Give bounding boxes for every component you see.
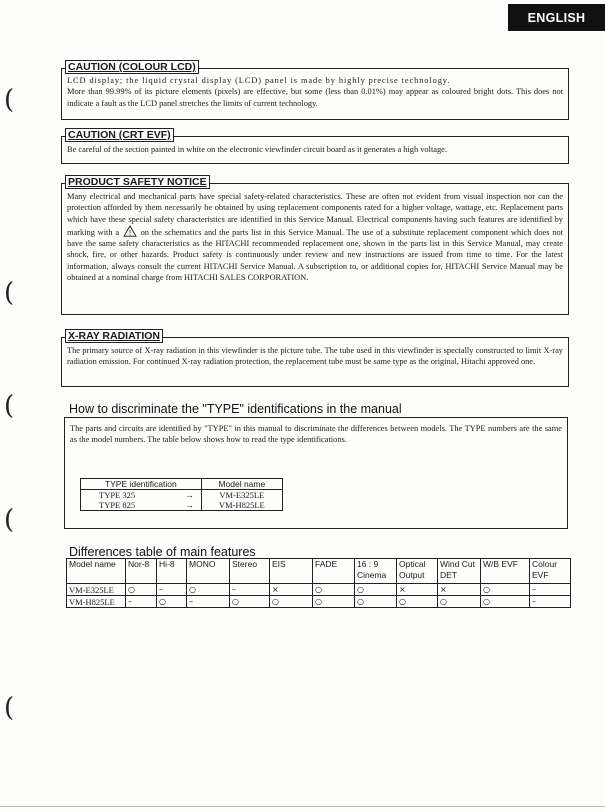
feature-cell: – <box>187 596 230 608</box>
features-title: Differences table of main features <box>69 545 256 559</box>
arrow-cell: → <box>179 490 202 501</box>
features-header: Nor-8 <box>126 559 157 584</box>
type-section-box <box>64 417 568 529</box>
feature-cell: ○ <box>230 596 270 608</box>
binder-hole-icon: ( <box>4 278 15 308</box>
binder-hole-icon: ( <box>4 693 15 723</box>
safety-notice-text <box>62 183 568 287</box>
feature-cell: × <box>438 584 481 596</box>
svg-text:!: ! <box>128 228 132 237</box>
feature-cell: – <box>530 596 571 608</box>
feature-cell: – <box>230 584 270 596</box>
features-header: EIS <box>270 559 313 584</box>
arrow-cell: → <box>179 500 202 511</box>
model-cell: VM-H825LE <box>201 500 282 511</box>
feature-cell: ○ <box>126 584 157 596</box>
language-tab: ENGLISH <box>508 4 605 31</box>
features-header: Stereo <box>230 559 270 584</box>
xray-text: The primary source of X-ray radiation in this viewfinder is the picture tube. The tube used in this viewfinder is specially constructed to limit X-ray radiation emission. For continued X-ray radiation protection, the replacement tube must be same type as the original, Hitachi approved one. <box>67 346 563 367</box>
features-header: Colour EVF <box>530 559 571 584</box>
features-header: MONO <box>187 559 230 584</box>
safety-notice-box <box>61 176 569 315</box>
table-row <box>67 596 571 608</box>
feature-cell: × <box>397 584 438 596</box>
binder-hole-icon: ( <box>4 391 15 421</box>
feature-cell: ○ <box>313 584 355 596</box>
type-section-text: The parts and circuits are identified by "TYPE" in this manual to discriminate the differences between models. The TYPE numbers are the same as the model numbers. The table below shows how to read the type identifications. <box>70 424 562 445</box>
features-header: Model name <box>67 559 126 584</box>
type-cell: TYPE 825 <box>81 500 179 511</box>
feature-cell: – <box>126 596 157 608</box>
type-table-header: Model name <box>201 479 282 490</box>
feature-cell: ○ <box>355 596 397 608</box>
feature-cell: ○ <box>397 596 438 608</box>
features-header: Hi-8 <box>157 559 187 584</box>
page-bottom-rule <box>0 806 605 807</box>
table-row <box>81 500 283 511</box>
feature-cell: ○ <box>313 596 355 608</box>
features-header: Optical Output <box>397 559 438 584</box>
type-section-title: How to discriminate the "TYPE" identifications in the manual <box>69 402 402 416</box>
table-row <box>67 584 571 596</box>
type-cell: TYPE 325 <box>81 490 179 501</box>
caution-lcd-text <box>62 68 568 113</box>
table-row <box>81 490 283 501</box>
xray-box <box>61 330 569 387</box>
feature-cell: ○ <box>355 584 397 596</box>
binder-hole-icon: ( <box>4 85 15 115</box>
model-cell: VM-E325LE <box>201 490 282 501</box>
features-header: FADE <box>313 559 355 584</box>
feature-cell: × <box>270 584 313 596</box>
feature-cell: ○ <box>270 596 313 608</box>
caution-crt-heading: CAUTION (CRT EVF) <box>65 128 174 142</box>
model-name-cell: VM-E325LE <box>67 584 126 596</box>
safety-text-part1: Many electrical and mechanical parts have special safety-related characteristics. These are often not evident from visual inspection nor can the protection afforded by them necessarily be obtained by using replacement components rated for a higher voltage, wattage, etc. Replacement parts which have these special safety characteristics are identified in this Service Manual. Electrical components having such features are identified by marking with a <box>67 192 563 237</box>
caution-crt-box <box>61 129 569 164</box>
safety-text-part2: on the schematics and the parts list in this Service Manual. The use of a substitute replacement component which does not have the same safety characteristics as the HITACHI recommended replacement one, shown in the parts list in this Service Manual, may create shock, fire, or other hazards. Product safety is continuously under review and new instructions are issued from time to time. For the latest information, always consult the current HITACHI Service Manual. A subscription to, or additional copies for, HITACHI Service Manual may be obtained at a nominal charge from HITACHI SALES CORPORATION. <box>67 227 563 283</box>
features-header: W/B EVF <box>481 559 530 584</box>
warning-triangle-icon <box>122 225 138 237</box>
features-header: 16 : 9 Cinema <box>355 559 397 584</box>
type-table <box>80 478 283 511</box>
feature-cell: ○ <box>157 596 187 608</box>
feature-cell: ○ <box>187 584 230 596</box>
feature-cell: ○ <box>481 596 530 608</box>
caution-lcd-box <box>61 61 569 120</box>
feature-cell: – <box>157 584 187 596</box>
features-header: Wind Cut DET <box>438 559 481 584</box>
safety-notice-heading: PRODUCT SAFETY NOTICE <box>65 175 210 189</box>
feature-cell: – <box>530 584 571 596</box>
caution-crt-text: Be careful of the section painted in white on the electronic viewfinder circuit board as it generates a high voltage. <box>67 145 447 154</box>
feature-cell: ○ <box>438 596 481 608</box>
model-name-cell: VM-H825LE <box>67 596 126 608</box>
features-table <box>66 558 571 608</box>
binder-hole-icon: ( <box>4 505 15 535</box>
xray-heading: X-RAY RADIATION <box>65 329 163 343</box>
feature-cell: ○ <box>481 584 530 596</box>
caution-lcd-rest: More than 99.99% of its picture elements (pixels) are effective, but some (less than 0.01%) may appear as coloured bright dots. This does not indicate a fault as the LCD panel stretches the limits of current technology. <box>67 87 563 108</box>
caution-lcd-line1: LCD display; the liquid crystal display (LCD) panel is made by highly precise technology. <box>67 76 451 85</box>
caution-lcd-heading: CAUTION (COLOUR LCD) <box>65 60 199 74</box>
type-table-header: TYPE identification <box>81 479 202 490</box>
